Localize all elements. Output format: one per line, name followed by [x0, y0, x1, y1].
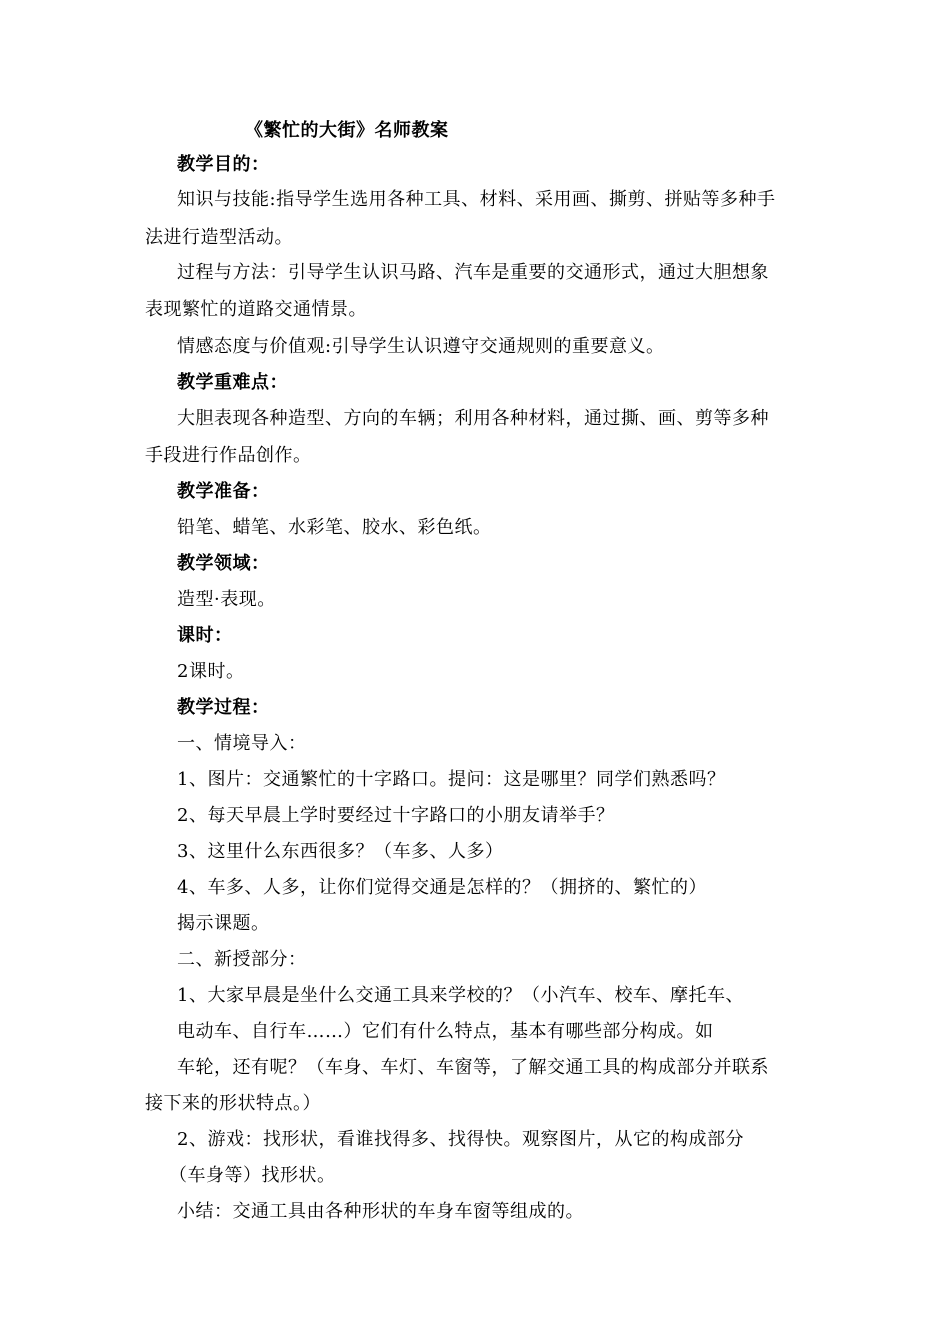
process-part2-item1-line4: 接下来的形状特点。） [145, 1093, 321, 1114]
preparation-heading: 教学准备： [177, 481, 270, 502]
class-hours-content: 2课时。 [177, 661, 245, 682]
process-part1-item1: 1、图片：交通繁忙的十字路口。提问：这是哪里？同学们熟悉吗？ [177, 769, 726, 790]
process-heading: 教学过程： [177, 697, 270, 718]
objectives-process-line2: 表现繁忙的道路交通情景。 [145, 299, 367, 320]
process-part2-item1-line1: 1、大家早晨是坐什么交通工具来学校的？（小汽车、校车、摩托车、 [177, 985, 744, 1006]
objectives-knowledge-line2: 法进行造型活动。 [145, 227, 293, 248]
objectives-heading: 教学目的： [177, 154, 270, 175]
preparation-content: 铅笔、蜡笔、水彩笔、胶水、彩色纸。 [177, 517, 492, 538]
process-part2-summary: 小结：交通工具由各种形状的车身车窗等组成的。 [177, 1201, 584, 1222]
domain-content: 造型·表现。 [177, 589, 276, 610]
process-part2-item2-line1: 2、游戏：找形状，看谁找得多、找得快。观察图片，从它的构成部分 [177, 1129, 744, 1150]
process-part1-item4: 4、车多、人多，让你们觉得交通是怎样的？（拥挤的、繁忙的） [177, 877, 707, 898]
process-part1-item3: 3、这里什么东西很多？（车多、人多） [177, 841, 504, 862]
key-points-line1: 大胆表现各种造型、方向的车辆；利用各种材料，通过撕、画、剪等多种 [177, 408, 769, 429]
objectives-knowledge-line1: 知识与技能:指导学生选用各种工具、材料、采用画、撕剪、拼贴等多种手 [177, 189, 776, 210]
document-title: 《繁忙的大街》名师教案 [245, 120, 449, 141]
process-part2-item2-line2: （车身等）找形状。 [169, 1165, 336, 1186]
process-part1-item2: 2、每天早晨上学时要经过十字路口的小朋友请举手？ [177, 805, 615, 826]
objectives-process-line1: 过程与方法：引导学生认识马路、汽车是重要的交通形式，通过大胆想象 [177, 262, 769, 283]
class-hours-heading: 课时： [177, 625, 233, 646]
key-points-heading: 教学重难点： [177, 372, 288, 393]
domain-heading: 教学领域： [177, 553, 270, 574]
objectives-attitude: 情感态度与价值观:引导学生认识遵守交通规则的重要意义。 [177, 336, 665, 357]
process-part2-item1-line3: 车轮，还有呢？（车身、车灯、车窗等，了解交通工具的构成部分并联系 [177, 1057, 769, 1078]
process-part2-item1-line2: 电动车、自行车……）它们有什么特点，基本有哪些部分构成。如 [177, 1021, 714, 1042]
key-points-line2: 手段进行作品创作。 [145, 445, 312, 466]
process-part2-title: 二、新授部分： [177, 949, 307, 970]
process-part1-reveal: 揭示课题。 [177, 913, 270, 934]
process-part1-title: 一、情境导入： [177, 733, 307, 754]
